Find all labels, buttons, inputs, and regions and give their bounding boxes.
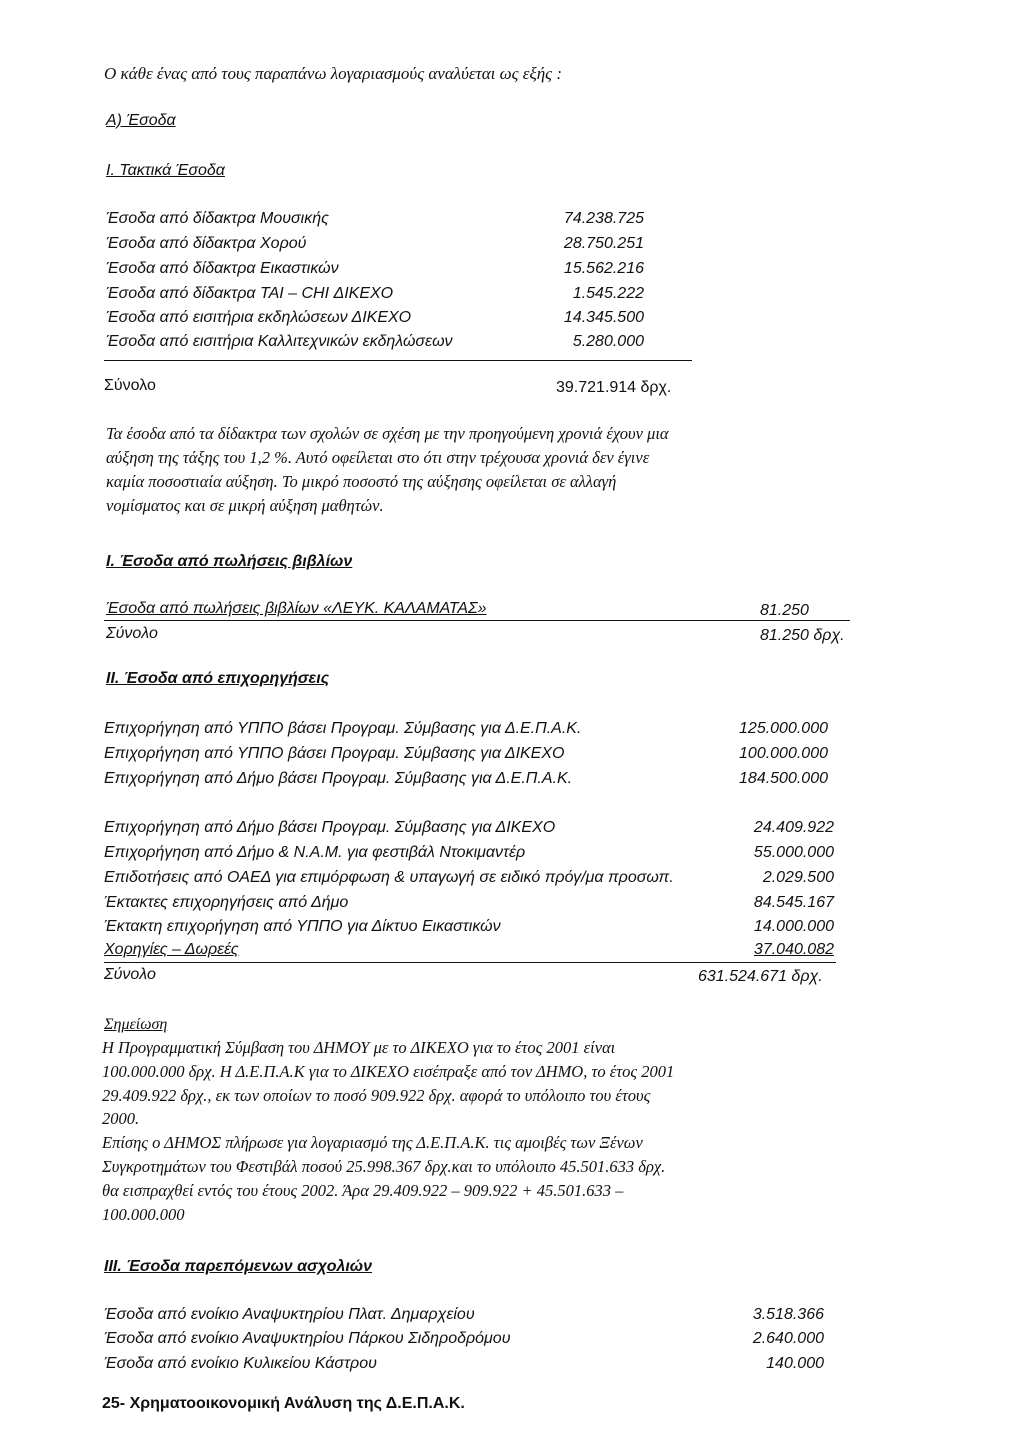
row-label: Έσοδα από ενοίκιο Αναψυκτηρίου Πάρκου Σιδηροδρόμου	[104, 1330, 511, 1347]
row-label: Χορηγίες – Δωρεές	[104, 941, 239, 958]
grants-total-label: Σύνολο	[104, 966, 156, 983]
row-label: Έσοδα από ενοίκιο Αναψυκτηρίου Πλατ. Δημαρχείου	[104, 1306, 475, 1323]
row-label: Επιχορήγηση από ΥΠΠΟ βάσει Προγραμ. Σύμβασης για ΔΙΚΕΧΟ	[104, 745, 565, 762]
book-sales-total-label: Σύνολο	[106, 625, 158, 642]
table-row	[0, 869, 1024, 891]
table-row	[0, 745, 1024, 767]
row-label: Επιδοτήσεις από ΟΑΕΔ για επιμόρφωση & υπαγωγή σε ειδικό πρόγ/μα προσωπ.	[104, 869, 674, 886]
paragraph-line: Τα έσοδα από τα δίδακτρα των σχολών σε σχέση με την προηγούμενη χρονιά έχουν μια	[106, 424, 669, 443]
table-row	[0, 235, 1024, 257]
book-sales-rule	[104, 620, 850, 621]
note-body	[102, 1036, 862, 1226]
note-line: θα εισπραχθεί εντός του έτους 2002. Άρα 29.409.922 – 909.922 + 45.501.633 –	[102, 1180, 624, 1200]
table-row	[0, 333, 1024, 355]
row-label: Έκτακτες επιχορηγήσεις από Δήμο	[104, 894, 349, 911]
row-label: Έσοδα από εισιτήρια εκδηλώσεων ΔΙΚΕΧΟ	[106, 309, 412, 326]
row-value: 184.500.000	[739, 770, 828, 787]
row-value: 14.345.500	[563, 309, 644, 326]
note-line: 100.000.000 δρχ. Η Δ.Ε.Π.Α.Κ για το ΔΙΚΕΧΟ εισέπραξε από τον ΔΗΜΟ, το έτος 2001	[102, 1061, 675, 1081]
table-row	[0, 1330, 1024, 1352]
row-value: 1.545.222	[572, 285, 644, 302]
regular-income-commentary	[106, 422, 866, 518]
book-sales-title: Ι. Έσοδα από πωλήσεις βιβλίων	[106, 553, 353, 570]
paragraph-line: αύξηση της τάξης του 1,2 %. Αυτό οφείλεται στο ότι στην τρέχουσα χρονιά δεν έγινε	[106, 448, 650, 467]
grants-rule	[104, 962, 836, 963]
row-value: 100.000.000	[739, 745, 828, 762]
regular-income-total-value: 39.721.914 δρχ.	[556, 379, 672, 396]
row-value: 24.409.922	[753, 819, 834, 836]
table-row	[0, 819, 1024, 841]
book-sales-row-value: 81.250	[760, 602, 809, 619]
row-value: 37.040.082	[753, 941, 834, 958]
table-row	[0, 1355, 1024, 1377]
note-line: 29.409.922 δρχ., εκ των οποίων το ποσό 909.922 δρχ. αφορά το υπόλοιπο του έτους	[102, 1085, 651, 1105]
row-value: 5.280.000	[572, 333, 644, 350]
row-label: Έκτακτη επιχορήγηση από ΥΠΠΟ για Δίκτυο Εικαστικών	[104, 918, 501, 935]
row-value: 2.029.500	[762, 869, 834, 886]
intro-text: Ο κάθε ένας από τους παραπάνω λογαριασμούς αναλύεται ως εξής :	[104, 64, 562, 83]
row-value: 2.640.000	[752, 1330, 824, 1347]
row-label: Επιχορήγηση από ΥΠΠΟ βάσει Προγραμ. Σύμβασης για Δ.Ε.Π.Α.Κ.	[104, 720, 582, 737]
book-sales-total-value: 81.250 δρχ.	[760, 627, 845, 644]
table-row	[0, 844, 1024, 866]
table-row	[0, 770, 1024, 792]
row-label: Έσοδα από ενοίκιο Κυλικείου Κάστρου	[104, 1355, 377, 1372]
row-value: 125.000.000	[739, 720, 828, 737]
section-a-title: Α) Έσοδα	[106, 112, 176, 129]
grants-total-value: 631.524.671 δρχ.	[698, 968, 823, 985]
note-line: Επίσης ο ΔΗΜΟΣ πλήρωσε για λογαριασμό της Δ.Ε.Π.Α.Κ. τις αμοιβές των Ξένων	[102, 1133, 643, 1153]
table-row	[0, 941, 1024, 963]
row-label: Επιχορήγηση από Δήμο βάσει Προγραμ. Σύμβασης για Δ.Ε.Π.Α.Κ.	[104, 770, 573, 787]
note-line: Συγκροτημάτων του Φεστιβάλ ποσού 25.998.367 δρχ.και το υπόλοιπο 45.501.633 δρχ.	[102, 1156, 666, 1176]
note-title: Σημείωση	[104, 1016, 168, 1033]
table-row	[0, 210, 1024, 232]
page-footer: 25- Χρηματοοικονομική Ανάλυση της Δ.Ε.Π.Α.Κ.	[102, 1395, 465, 1412]
row-label: Έσοδα από δίδακτρα Χορού	[106, 235, 307, 252]
row-label: Έσοδα από δίδακτρα Εικαστικών	[106, 260, 339, 277]
paragraph-line: νομίσματος και σε μικρή αύξηση μαθητών.	[106, 496, 384, 515]
row-value: 3.518.366	[752, 1306, 824, 1323]
note-line: 2000.	[102, 1109, 140, 1129]
table-row	[0, 918, 1024, 940]
row-value: 55.000.000	[753, 844, 834, 861]
paragraph-line: καμία ποσοστιαία αύξηση. Το μικρό ποσοστό της αύξησης οφείλεται σε αλλαγή	[106, 472, 617, 491]
table-row	[0, 894, 1024, 916]
row-label: Επιχορήγηση από Δήμο βάσει Προγραμ. Σύμβασης για ΔΙΚΕΧΟ	[104, 819, 556, 836]
row-label: Έσοδα από εισιτήρια Καλλιτεχνικών εκδηλώσεων	[106, 333, 453, 350]
row-label: Επιχορήγηση από Δήμο & Ν.Α.Μ. για φεστιβάλ Ντοκιμαντέρ	[104, 844, 526, 861]
total-rule	[104, 360, 692, 361]
note-line: Η Προγραμματική Σύμβαση του ΔΗΜΟΥ με το ΔΙΚΕΧΟ για το έτος 2001 είναι	[102, 1038, 616, 1057]
table-row	[0, 260, 1024, 282]
row-value: 15.562.216	[563, 260, 644, 277]
regular-income-total-label: Σύνολο	[104, 377, 156, 394]
regular-income-title: Ι. Τακτικά Έσοδα	[106, 162, 225, 179]
row-value: 84.545.167	[753, 894, 834, 911]
row-label: Έσοδα από δίδακτρα Μουσικής	[106, 210, 329, 227]
note-line: 100.000.000	[102, 1204, 185, 1224]
table-row	[0, 720, 1024, 742]
table-row	[0, 309, 1024, 331]
row-value: 14.000.000	[753, 918, 834, 935]
table-row	[0, 285, 1024, 307]
table-row	[0, 1306, 1024, 1328]
row-value: 140.000	[766, 1355, 824, 1372]
row-value: 74.238.725	[563, 210, 644, 227]
ancillary-income-title: ΙΙΙ. Έσοδα παρεπόμενων ασχολιών	[104, 1258, 373, 1275]
book-sales-row-label: Έσοδα από πωλήσεις βιβλίων «ΛΕΥΚ. ΚΑΛΑΜΑΤΑΣ»	[106, 600, 487, 617]
grants-title: ΙΙ. Έσοδα από επιχορηγήσεις	[106, 670, 330, 687]
row-value: 28.750.251	[563, 235, 644, 252]
row-label: Έσοδα από δίδακτρα ΤΑΙ – CHI ΔΙΚΕΧΟ	[106, 285, 394, 302]
